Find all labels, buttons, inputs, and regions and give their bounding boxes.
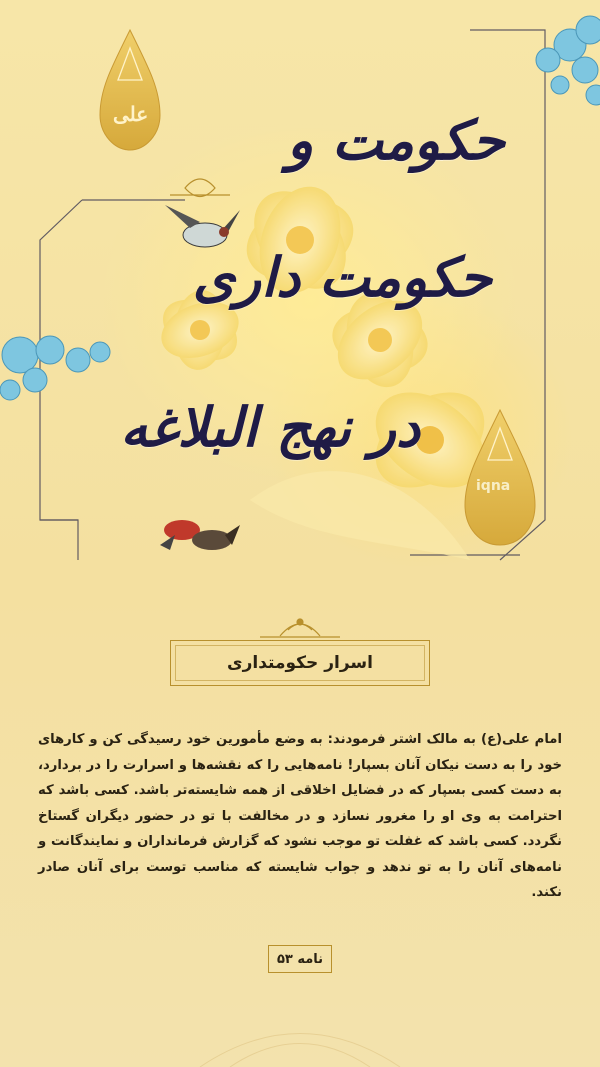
flower-ornament xyxy=(170,179,230,197)
flower-ornament xyxy=(260,619,340,637)
blue-cloud-ornament xyxy=(0,336,110,400)
subtitle: اسرار حکومتداری xyxy=(227,653,373,673)
poster-title-line-2: حکومت داری xyxy=(192,245,492,309)
ali-emblem-text: علی xyxy=(113,102,149,126)
quote-body: امام علی(ع) به مالک اشتر فرمودند: به وضع مأمورین خود رسیدگی کن و کارهای خود را به دست نیکان آنان بسپار! نامه‌هایی را که نقشه‌ها و اسرارت را در بردارد، به دست کسی بسپار که در فضایل اخلاقی از همه شایسته‌تر باشد. کسی باشد که احترامت به وی او را مغرور نسازد و در مخالفت با تو در حضور دیگران گستاخ نگردد. کسی باشد که غفلت تو موجب نشود که گزارش فرمانداران و نمایندگانت و نامه‌های آنان را به تو ندهد و جواب شایسته که مناسب توست برای آنان صادر نکند. xyxy=(38,732,562,900)
poster-title-line-1: حکومت و xyxy=(287,108,505,172)
ali-drop-emblem xyxy=(100,30,160,150)
poster-title-line-3: در نهج البلاغه xyxy=(120,395,420,459)
iqna-logo-text: iqna xyxy=(476,478,511,494)
bird-icon xyxy=(160,520,240,550)
bird-icon xyxy=(165,205,240,247)
letter-reference-badge: نامه ۵۳ xyxy=(268,945,332,973)
flower-ornament xyxy=(200,1034,400,1067)
subtitle-frame xyxy=(170,640,430,686)
